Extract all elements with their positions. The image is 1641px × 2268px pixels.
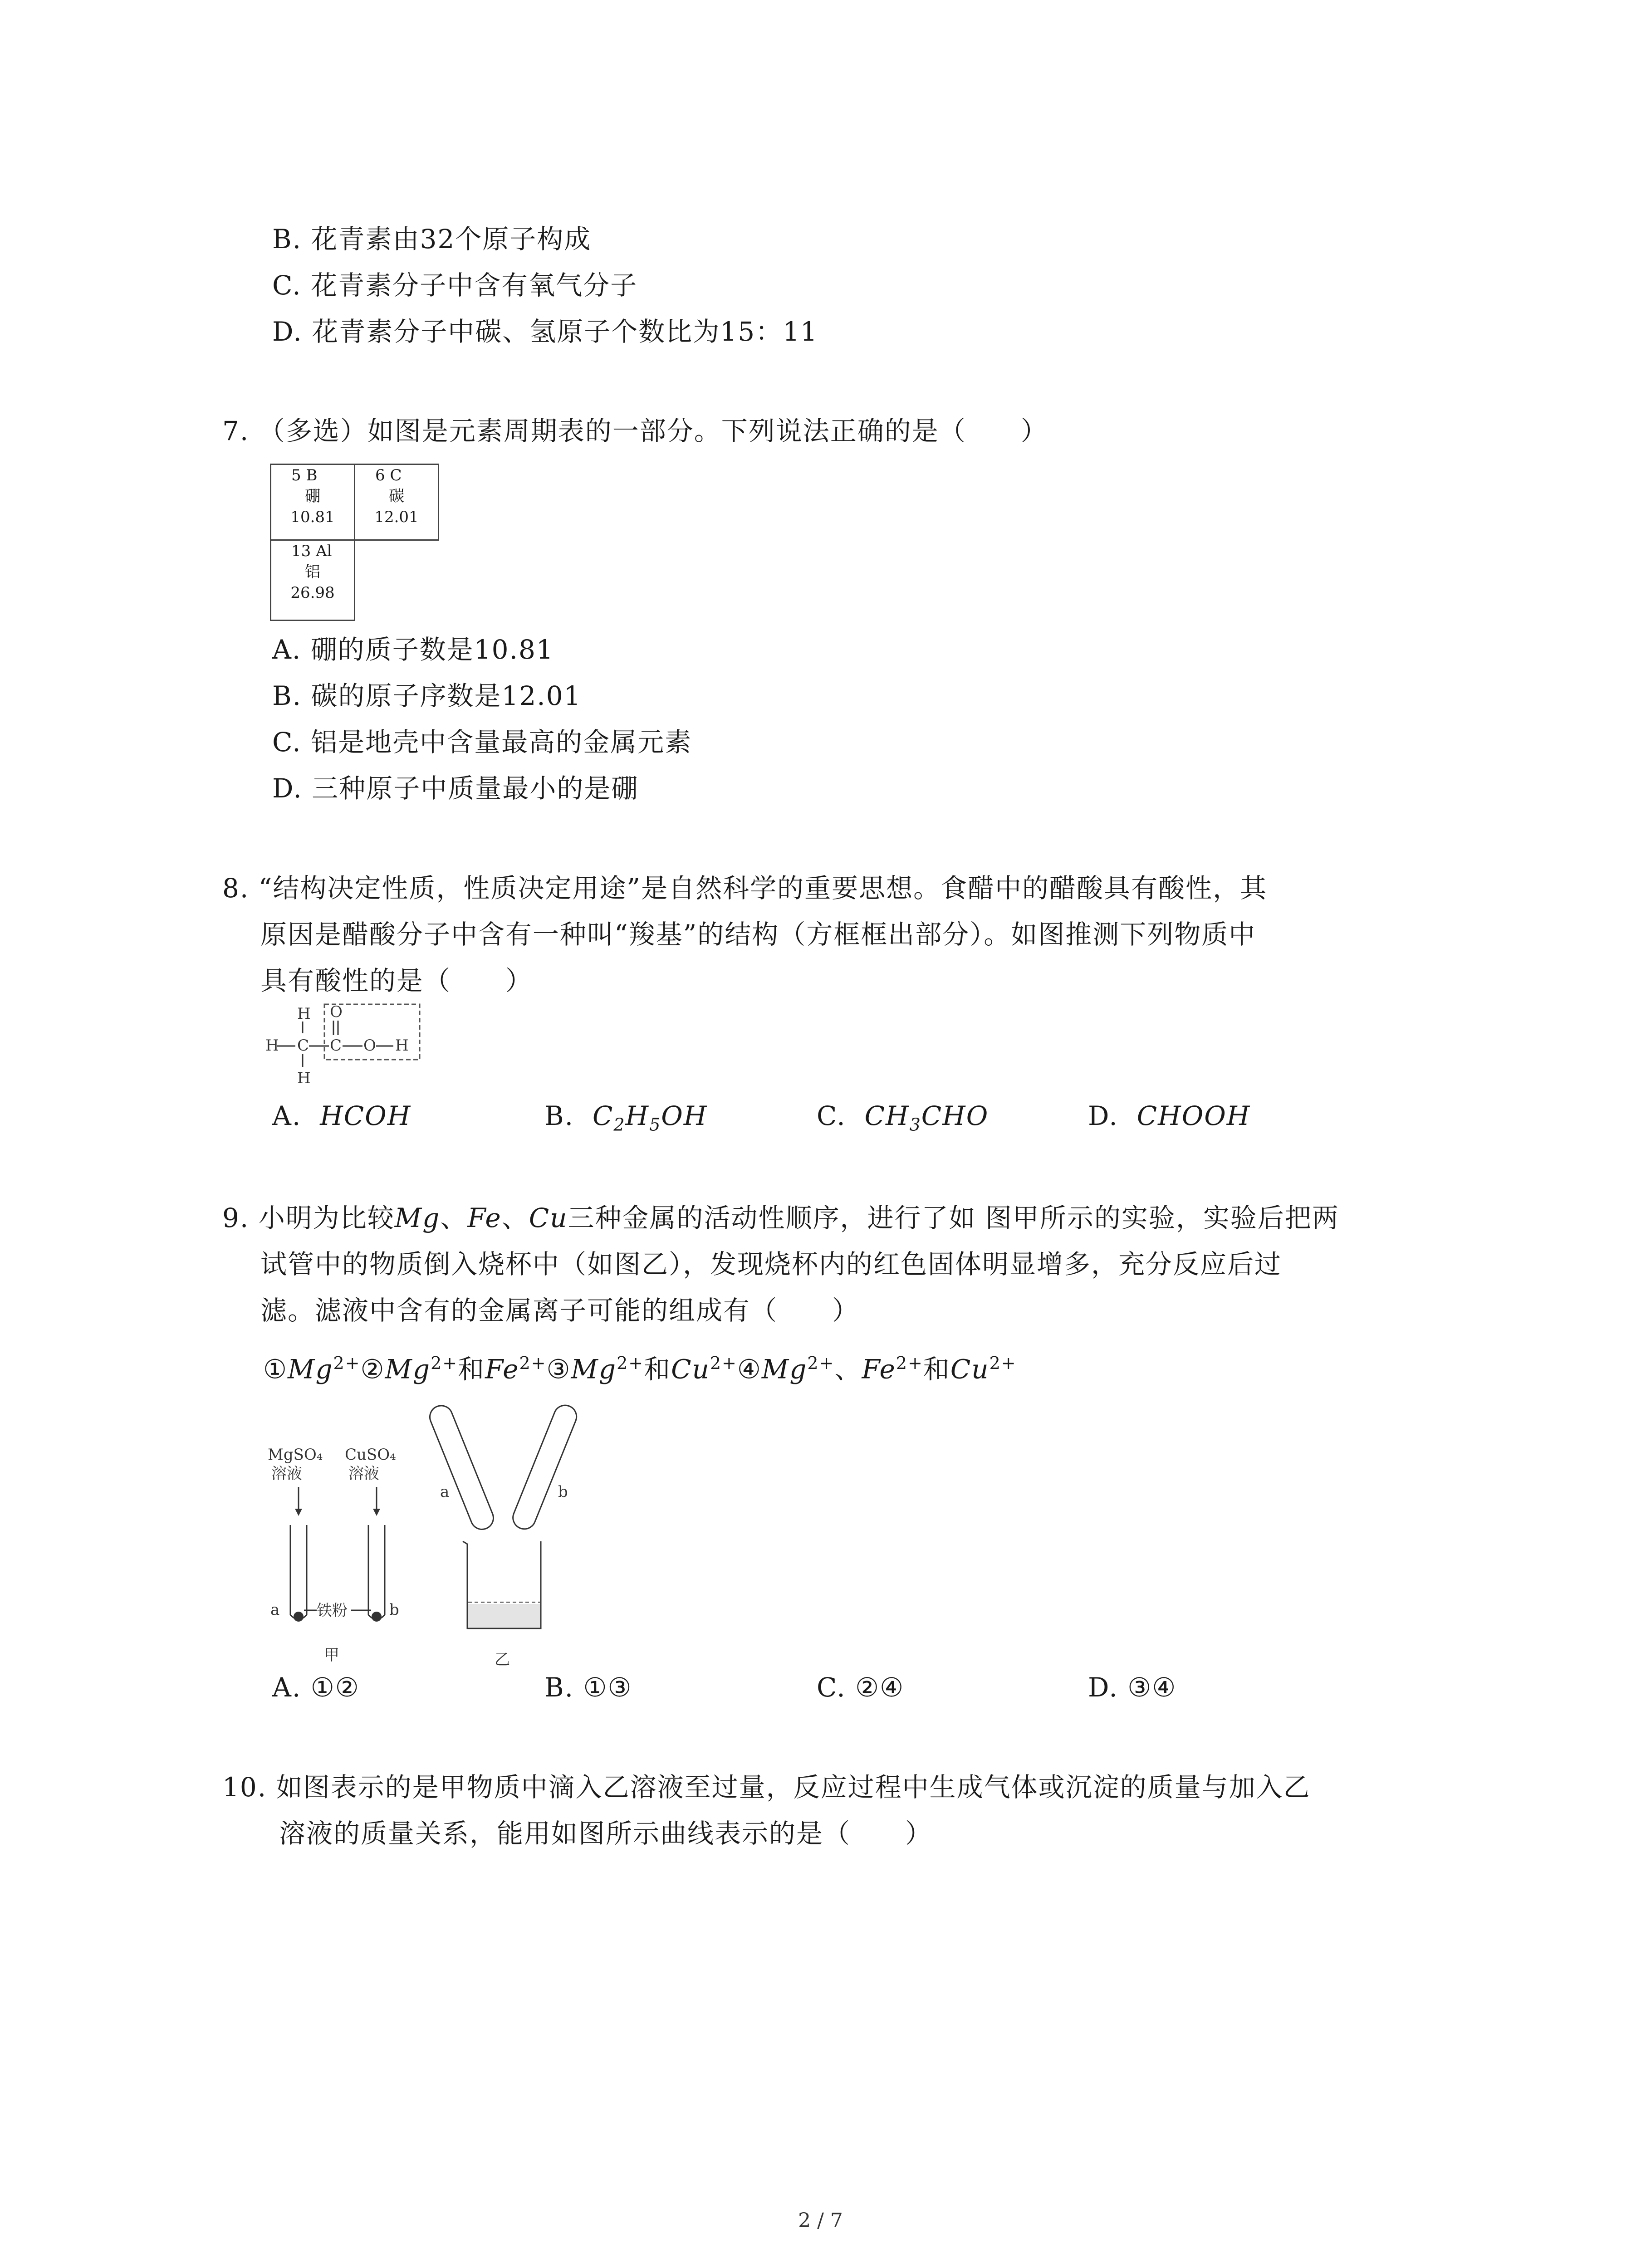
iron-powder-a: [294, 1612, 304, 1622]
q8-option-d-label: D.: [1088, 1100, 1118, 1131]
struct-o-double: O: [330, 1003, 343, 1021]
q9-option-c: C. ②④: [817, 1672, 905, 1703]
struct-c1: C: [297, 1036, 309, 1055]
q9-option-a: A. ①②: [272, 1672, 360, 1703]
q8-option-b-label: B.: [544, 1100, 574, 1131]
boron-number-symbol: 5 B: [291, 466, 318, 484]
test-tube-b: [368, 1525, 385, 1619]
element-cell-aluminum: [270, 539, 355, 621]
q7-option-d: D. 三种原子中质量最小的是硼: [272, 773, 639, 804]
q9-stem-line2: 试管中的物质倒入烧杯中（如图乙），发现烧杯内的红色固体明显增多，充分反应后过: [260, 1249, 1282, 1280]
q8-stem-line3: 具有酸性的是（ ）: [260, 965, 533, 996]
arrowhead-a: [295, 1509, 302, 1516]
element-cell-carbon: [354, 464, 439, 541]
figure-jia-label: 甲: [324, 1646, 339, 1664]
q9-experiment-figure: [263, 1397, 608, 1678]
acetic-acid-structure: [265, 1003, 429, 1094]
q9-ion-choices: $①Mg^{2+}②Mg^{2+}$和$Fe^{2+}③Mg^{2+}$和$Cu^{2+}④Mg^{2+}$、$Fe^{2+}$和$Cu^{2+}$: [263, 1353, 1017, 1385]
pouring-tube-a: [426, 1402, 497, 1533]
q8-option-a-formula: HCOH: [320, 1100, 411, 1131]
pouring-tube-b: [509, 1402, 580, 1533]
q9-stem-line3: 滤。滤液中含有的金属离子可能的组成有（ ）: [260, 1295, 860, 1326]
q6-option-b: B. 花青素由32个原子构成: [272, 224, 592, 254]
test-tube-a: [290, 1525, 307, 1619]
carbon-name: 碳: [389, 487, 404, 505]
pour-tube-b-label: b: [558, 1483, 568, 1501]
q8-option-b-formula: $C_2H_5OH$: [592, 1100, 708, 1135]
q10-stem-line2: 溶液的质量关系，能用如图所示曲线表示的是（ ）: [279, 1818, 933, 1849]
q9-option-d: D. ③④: [1088, 1672, 1177, 1703]
struct-h-top: H: [297, 1005, 311, 1023]
q6-option-d: D. 花青素分子中碳、氢原子个数比为15：11: [272, 316, 818, 347]
struct-o-single: O: [363, 1036, 376, 1055]
q8-stem-line2: 原因是醋酸分子中含有一种叫“羧基”的结构（方框框出部分）。如图推测下列物质中: [260, 919, 1256, 950]
boron-name: 硼: [305, 487, 320, 505]
q10-stem-line1: 10. 如图表示的是甲物质中滴入乙溶液至过量，反应过程中生成气体或沉淀的质量与加入乙: [222, 1772, 1311, 1803]
aluminum-mass: 26.98: [290, 584, 335, 602]
tube-a-label: a: [270, 1601, 280, 1619]
q7-option-a: A. 硼的质子数是10.81: [272, 634, 554, 665]
struct-h-left: H: [265, 1036, 279, 1055]
q7-option-c: C. 铝是地壳中含量最高的金属元素: [272, 727, 692, 758]
carbon-number-symbol: 6 C: [375, 466, 402, 484]
element-cell-boron: [270, 464, 355, 541]
tube-b-label: b: [389, 1601, 399, 1619]
q8-option-c-formula: $CH_3CHO$: [864, 1100, 989, 1135]
q8-option-b: [544, 1098, 707, 1143]
q6-option-c: C. 花青素分子中含有氧气分子: [272, 270, 638, 301]
q8-option-d-formula: CHOOH: [1136, 1100, 1251, 1131]
struct-h-bottom: H: [297, 1069, 311, 1087]
struct-h-right: H: [395, 1036, 409, 1055]
iron-powder-label: 铁粉: [317, 1602, 348, 1620]
q8-option-a-label: A.: [272, 1100, 302, 1131]
carbon-mass: 12.01: [374, 508, 419, 526]
struct-c2: C: [330, 1036, 342, 1055]
aluminum-number-symbol: 13 Al: [291, 542, 332, 560]
figure-yi-label: 乙: [495, 1651, 510, 1669]
q8-option-c: [817, 1098, 989, 1143]
aluminum-name: 铝: [305, 563, 320, 581]
iron-powder-b: [372, 1612, 382, 1622]
page-number: 2 / 7: [798, 2209, 843, 2232]
boron-mass: 10.81: [290, 508, 335, 526]
pour-tube-a-label: a: [440, 1483, 450, 1501]
q9-option-b: B. ①③: [544, 1672, 632, 1703]
q8-option-d: [1088, 1098, 1250, 1134]
mgso4-solution-label: 溶液: [271, 1465, 302, 1483]
q7-stem: 7. （多选）如图是元素周期表的一部分。下列说法正确的是（ ）: [222, 415, 1048, 446]
q8-option-c-label: C.: [817, 1100, 846, 1131]
q8-stem-line1: 8. “结构决定性质，性质决定用途”是自然科学的重要思想。食醋中的醋酸具有酸性，其: [222, 873, 1268, 904]
beaker-liquid: [468, 1604, 540, 1628]
mgso4-label: MgSO₄: [268, 1446, 323, 1464]
q8-option-a: [272, 1098, 411, 1134]
q9-stem-line1: 9. 小明为比较Mg、Fe、Cu三种金属的活动性顺序，进行了如 图甲所示的实验，实验后把两: [222, 1202, 1339, 1233]
q7-option-b: B. 碳的原子序数是12.01: [272, 680, 582, 711]
cuso4-solution-label: 溶液: [348, 1465, 379, 1483]
arrowhead-b: [373, 1509, 380, 1516]
cuso4-label: CuSO₄: [345, 1446, 396, 1464]
